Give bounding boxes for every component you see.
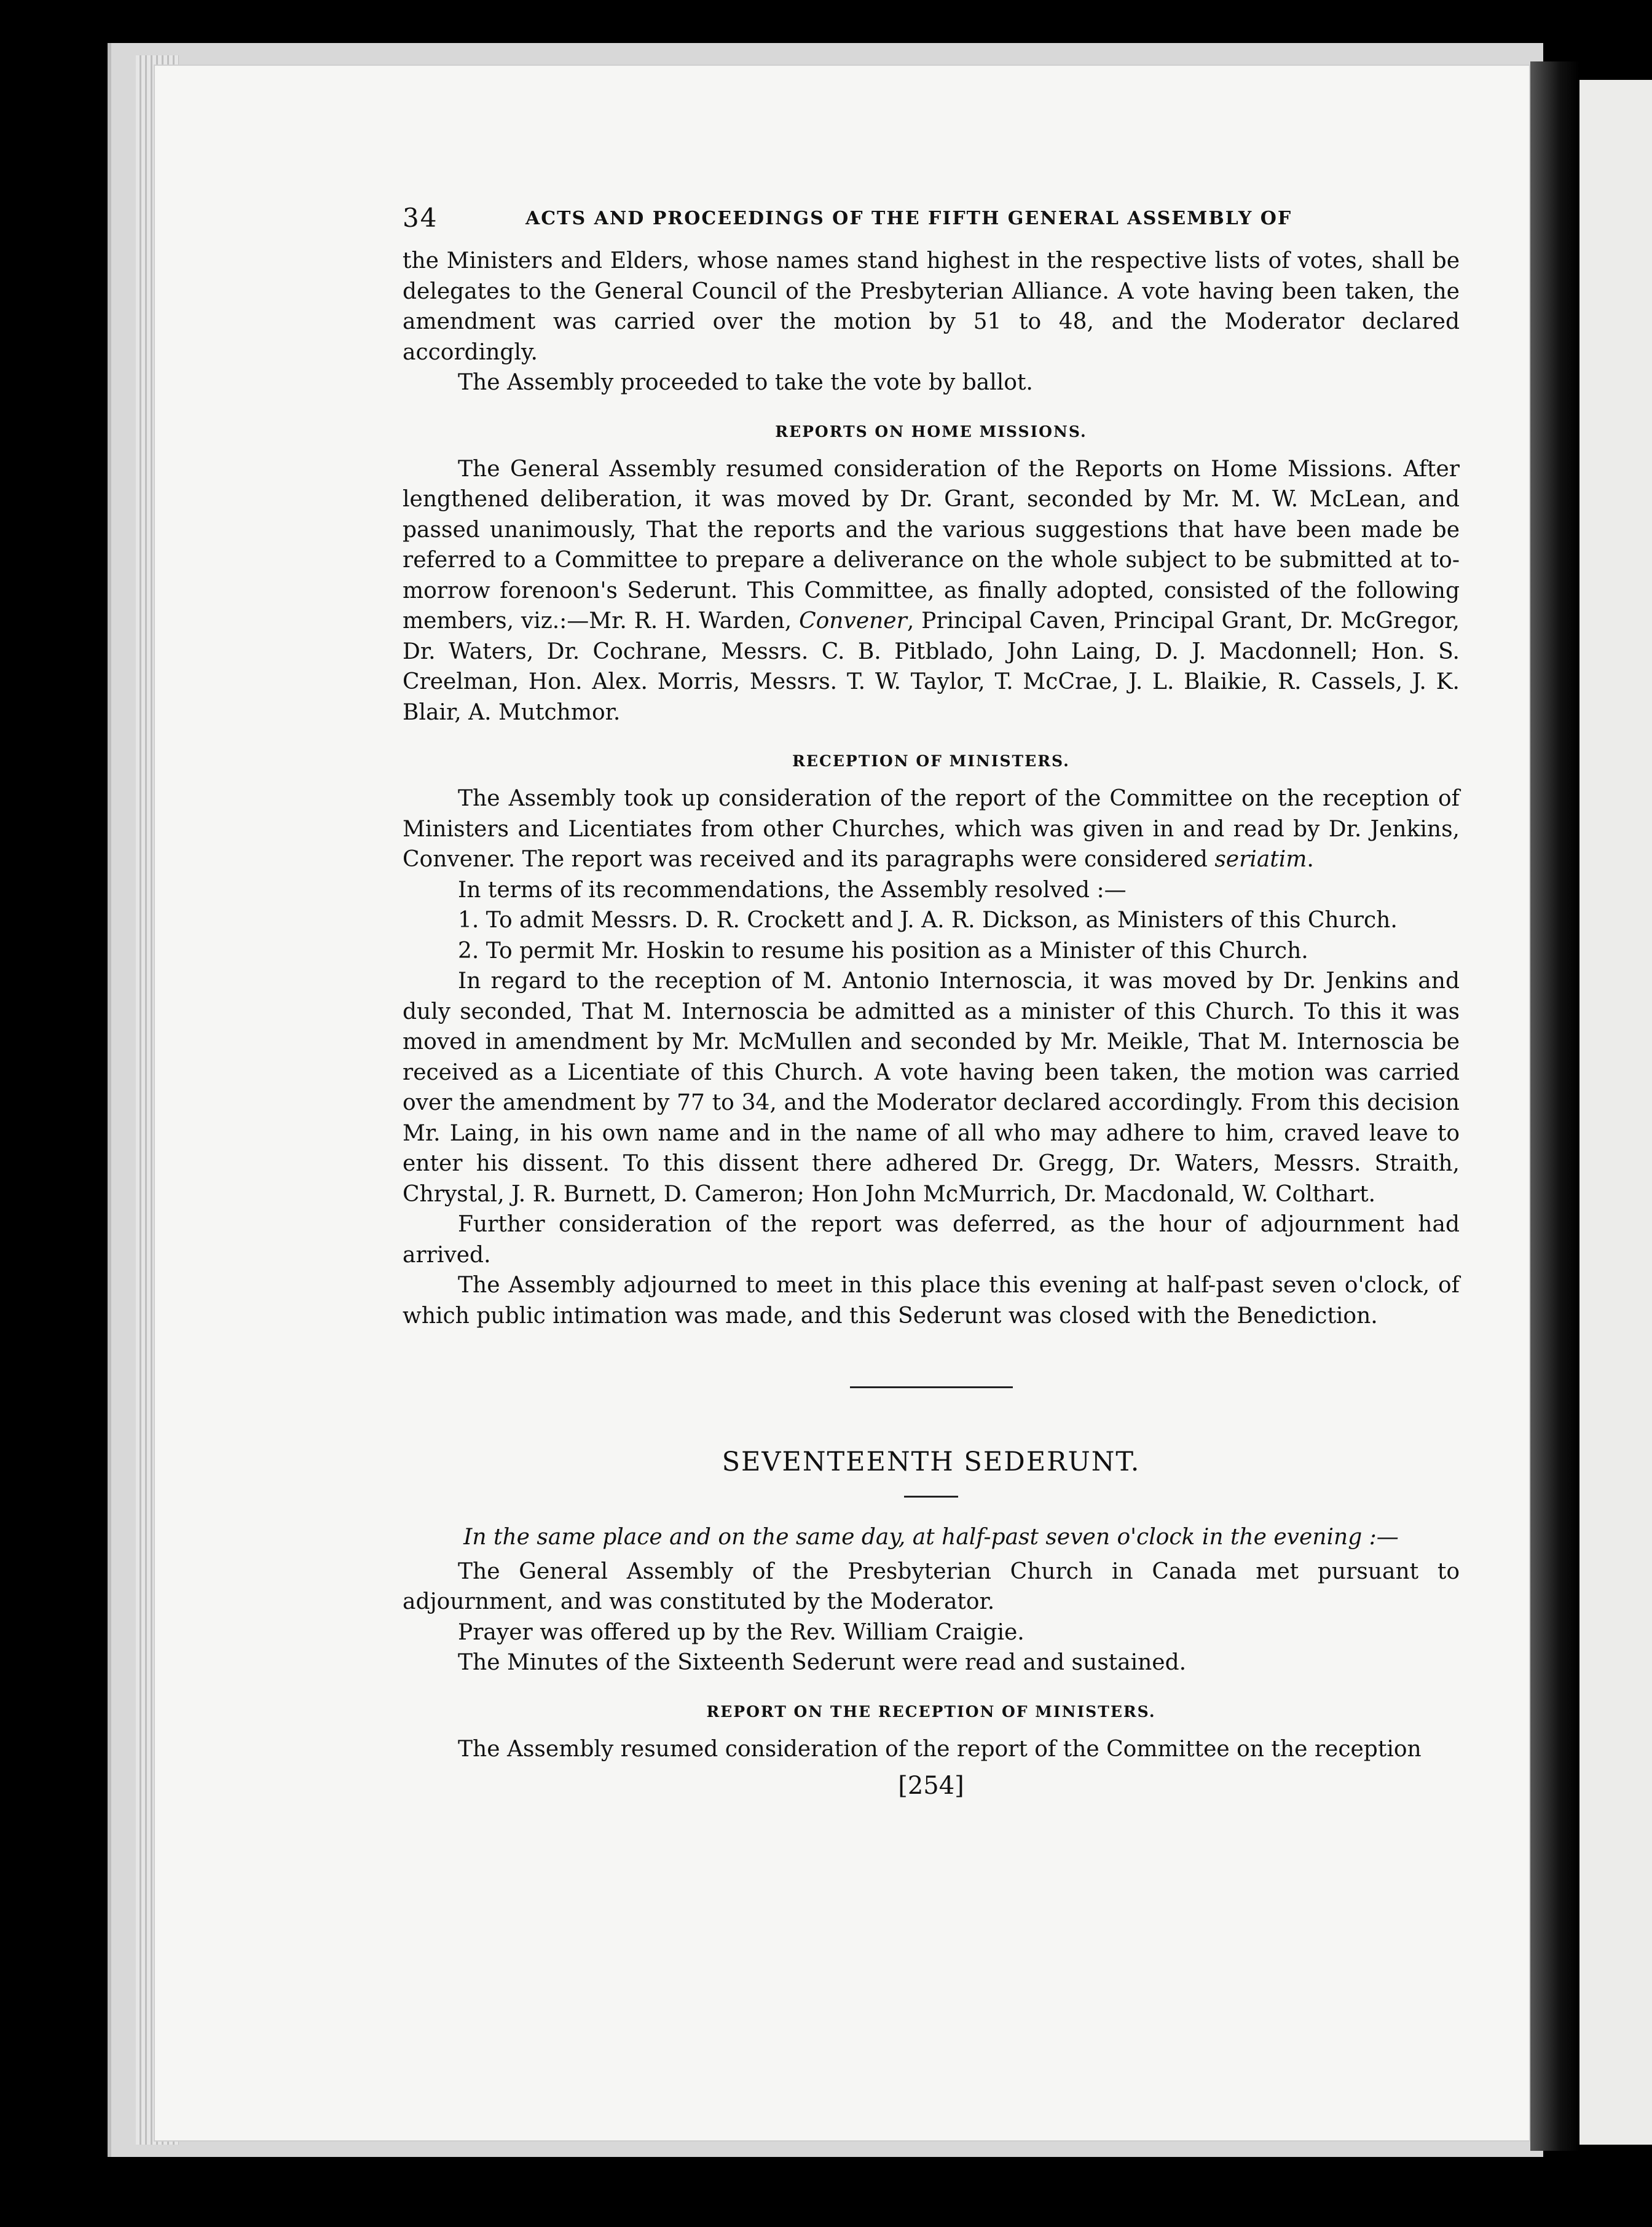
reception-paragraph-5: The Assembly adjourned to meet in this place this evening at half-past seven o'clock, of which public intimation was made, and this Sederunt was closed with the Benediction. bbox=[403, 1273, 1460, 1329]
sederunt-title: SEVENTEENTH SEDERUNT. bbox=[722, 1447, 1141, 1477]
gutter-shadow bbox=[1530, 61, 1579, 2151]
reception-text-b: . bbox=[1307, 847, 1314, 872]
resolution-item-2: 2. To permit Mr. Hoskin to resume his position as a Minister of this Church. bbox=[458, 938, 1308, 964]
running-title: ACTS AND PROCEEDINGS OF THE FIFTH GENERAL ASSEMBLY OF bbox=[525, 208, 1292, 229]
home-missions-paragraph bbox=[403, 454, 1460, 728]
home-missions-text-a: The General Assembly resumed consideration of the Reports on Home Missions. After lengthened deliberation, it was moved by Dr. Grant, seconded by Mr. M. W. McLean, and passed unanimously, That the reports and the various suggestions that have been made be referred to a Committee to prepare a deliverance on the whole subject to be submitted at to-morrow forenoon's Sederunt. This Committee, as finally adopted, consisted of the following members, viz.:—Mr. R. H. Warden, bbox=[403, 456, 1460, 634]
reception-paragraph-2: In terms of its recommendations, the Assembly resolved :— bbox=[458, 877, 1127, 903]
reception-paragraph-1 bbox=[403, 784, 1460, 875]
resolution-item-1: 1. To admit Messrs. D. R. Crockett and J. A. R. Dickson, as Ministers of this Church. bbox=[458, 908, 1398, 933]
page-content bbox=[403, 203, 1460, 1800]
seriatim-word: seriatim bbox=[1214, 847, 1307, 872]
running-head bbox=[403, 203, 1460, 246]
home-missions-text-b: , Principal Caven, Principal Grant, Dr. McGregor, Dr. Waters, Dr. Cochrane, Messrs. C. B. Pitblado, John Laing, D. J. Macdonnell; Hon. S. Creelman, Hon. Alex. Morris, Messrs. T. W. Taylor, T. McCrae, J. L. Blaikie, R. Cassels, J. K. Blair, A. Mutchmor. bbox=[403, 608, 1460, 725]
title-rule bbox=[904, 1496, 958, 1498]
reception-paragraph-3: In regard to the reception of M. Antonio Internoscia, it was moved by Dr. Jenkins and duly seconded, That M. Internoscia be admitted as a minister of this Church. To this it was moved in amendment by Mr. McMullen and seconded by Mr. Meikle, That M. Internoscia be received as a Licentiate of this Church. A vote having been taken, the motion was carried over the amendment by 77 to 34, and the Moderator declared accordingly. From this decision Mr. Laing, in his own name and in the name of all who may adhere to him, craved leave to enter his dissent. To this dissent there adhered Dr. Gregg, Dr. Waters, Messrs. Straith, Chrystal, J. R. Burnett, D. Cameron; Hon John McMurrich, Dr. Macdonald, W. Colthart. bbox=[403, 968, 1460, 1207]
section-divider bbox=[850, 1386, 1013, 1388]
page-number: 34 bbox=[403, 203, 438, 233]
ballot-paragraph: The Assembly proceeded to take the vote by ballot. bbox=[458, 370, 1033, 395]
signature-mark: [254] bbox=[898, 1772, 964, 1800]
facing-page-edge bbox=[1579, 80, 1652, 2145]
report-reception-heading: REPORT ON THE RECEPTION OF MINISTERS. bbox=[706, 1702, 1156, 1721]
reception-text-a: The Assembly took up consideration of the report of the Committee on the reception of Ministers and Licentiates from other Churches, which was given in and read by Dr. Jenkins, Convener. The report was received and its paragraphs were considered bbox=[403, 786, 1460, 872]
sederunt-paragraph-2: Prayer was offered up by the Rev. William Craigie. bbox=[458, 1619, 1025, 1645]
reception-heading: RECEPTION OF MINISTERS. bbox=[792, 752, 1070, 770]
reception-paragraph-4: Further consideration of the report was deferred, as the hour of adjournment had arrived. bbox=[403, 1212, 1460, 1268]
home-missions-heading: REPORTS ON HOME MISSIONS. bbox=[775, 422, 1087, 441]
report-reception-paragraph: The Assembly resumed consideration of the report of the Committee on the reception bbox=[458, 1736, 1422, 1762]
opening-paragraph: the Ministers and Elders, whose names stand highest in the respective lists of votes, shall be delegates to the General Council of the Presbyterian Alliance. A vote having been taken, the amendment was carried over the motion by 51 to 48, and the Moderator declared accordingly. bbox=[403, 248, 1460, 365]
sederunt-intro: In the same place and on the same day, at half-past seven o'clock in the evening :— bbox=[463, 1525, 1399, 1550]
sederunt-paragraph-1: The General Assembly of the Presbyterian Church in Canada met pursuant to adjournment, and was constituted by the Moderator. bbox=[403, 1558, 1460, 1614]
convener-word: Convener bbox=[799, 608, 907, 634]
sederunt-paragraph-3: The Minutes of the Sixteenth Sederunt were read and sustained. bbox=[458, 1650, 1187, 1675]
